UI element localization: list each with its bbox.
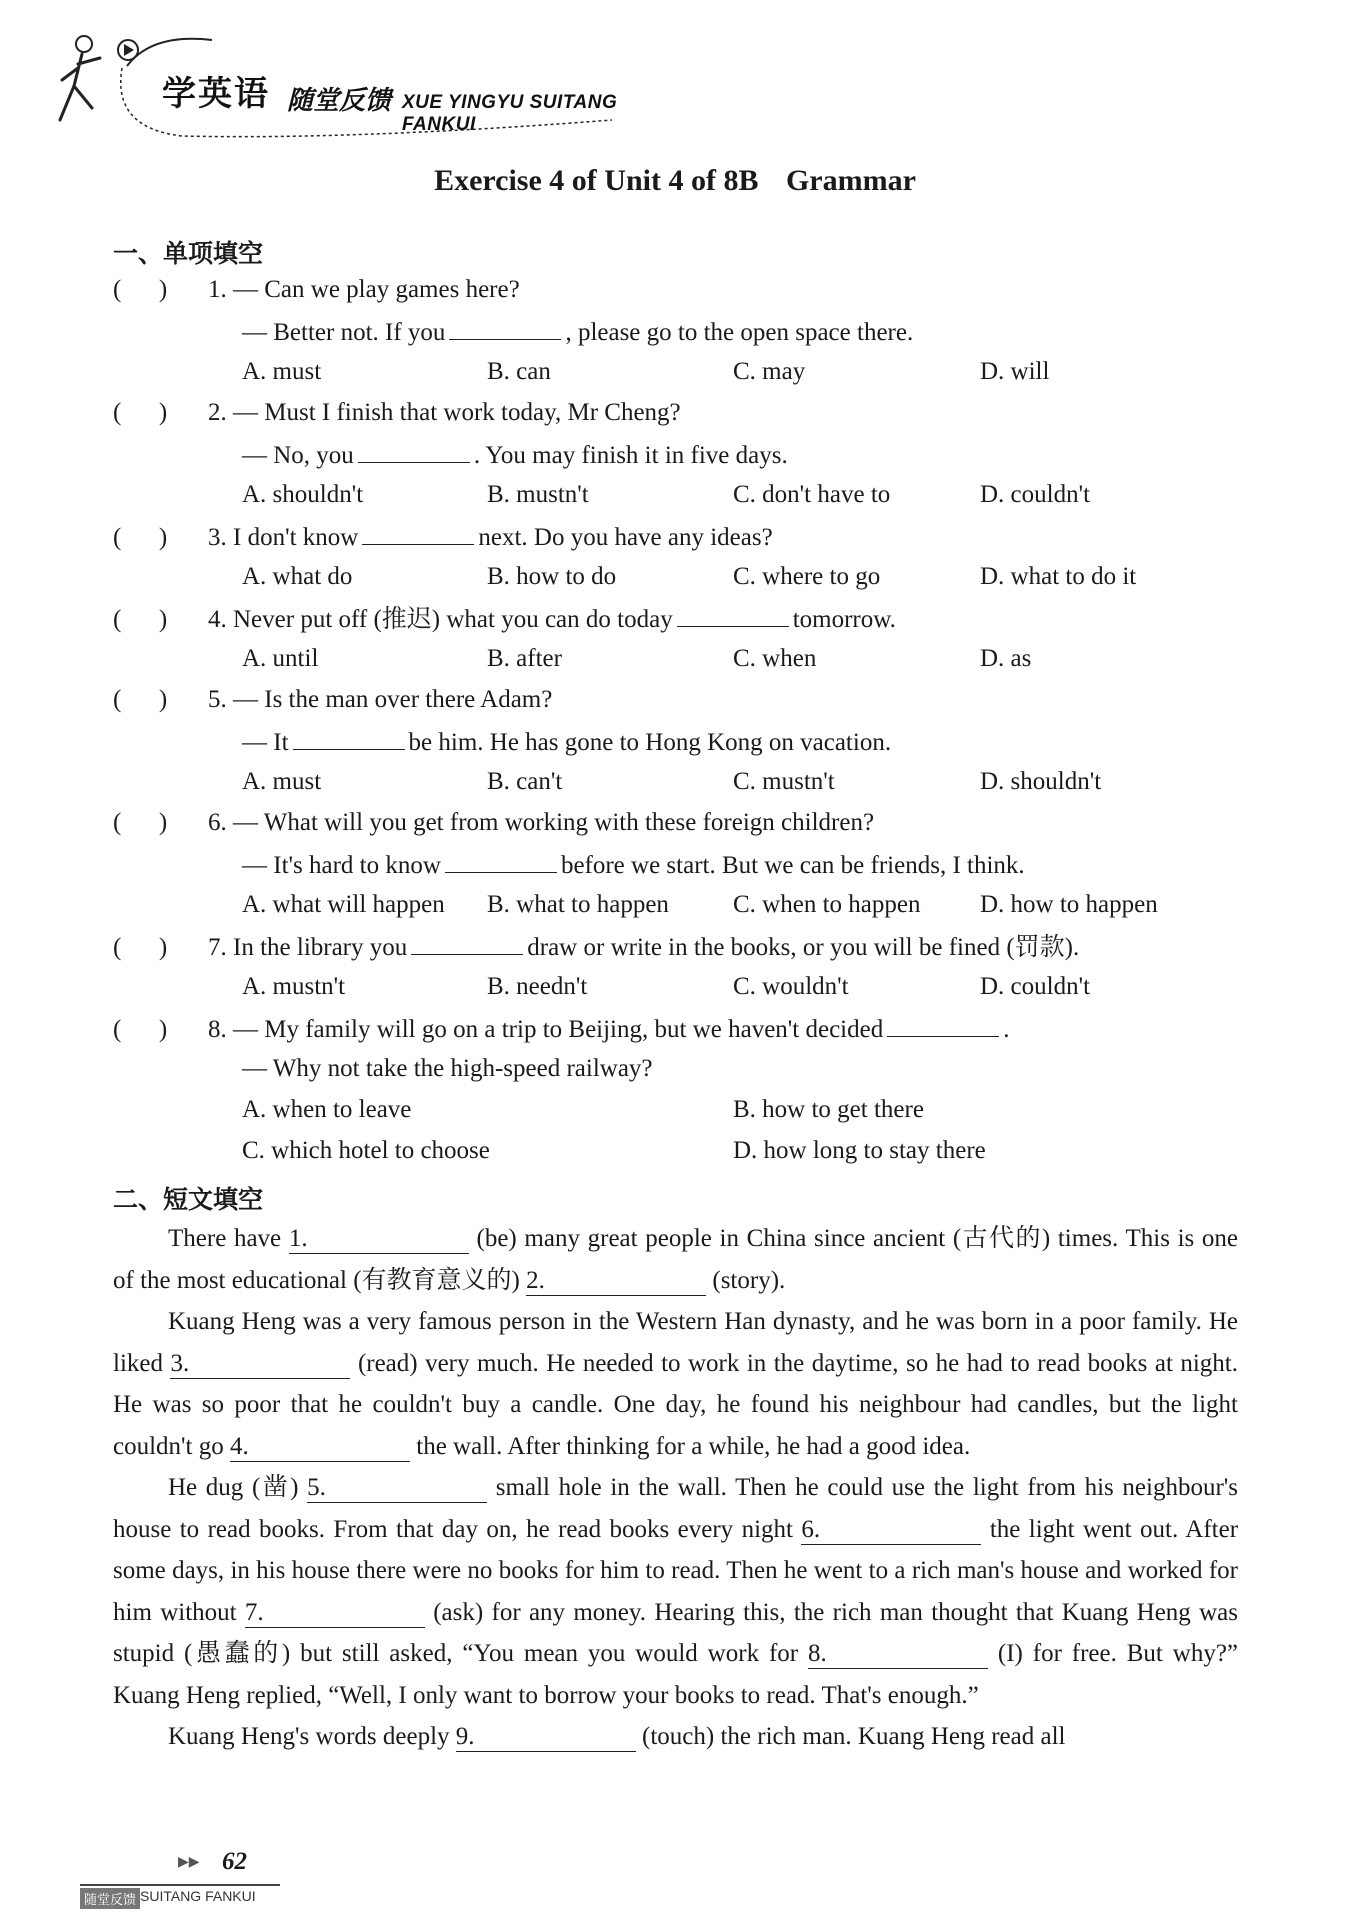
section2-heading: 二、短文填空 bbox=[113, 1185, 264, 1214]
q4-option-c: C. when bbox=[733, 645, 817, 672]
footer-brand-en: SUITANG FANKUI bbox=[140, 1888, 256, 1904]
q8-option-d: D. how long to stay there bbox=[733, 1137, 986, 1164]
blank bbox=[293, 725, 405, 750]
blank bbox=[362, 520, 474, 545]
q2-option-d: D. couldn't bbox=[980, 481, 1091, 508]
footer-brand-box: 随堂反馈 bbox=[80, 1888, 140, 1909]
question-5: ( ) 5. — Is the man over there Adam? bbox=[113, 684, 552, 716]
blank-1[interactable]: 1. bbox=[289, 1225, 469, 1254]
q1-option-d: D. will bbox=[980, 358, 1050, 385]
q2-option-c: C. don't have to bbox=[733, 481, 891, 508]
answer-paren[interactable]: ( ) bbox=[113, 399, 168, 426]
q2-option-a: A. shouldn't bbox=[242, 481, 364, 508]
question-7: ( ) 7. In the library you draw or write in the books, or you will be fined (罚款). bbox=[113, 930, 1079, 964]
header-brand-en: XUE YINGYU SUITANG FANKUI bbox=[402, 92, 618, 135]
question-8: ( ) 8. — My family will go on a trip to Beijing, but we haven't decided . bbox=[113, 1012, 1009, 1046]
question-8-line2: — Why not take the high-speed railway? bbox=[242, 1055, 653, 1082]
q8-option-a: A. when to leave bbox=[242, 1096, 412, 1123]
title-left: Exercise 4 of Unit 4 of 8B bbox=[434, 164, 759, 197]
blank-8[interactable]: 8. bbox=[808, 1640, 988, 1669]
answer-paren[interactable]: ( ) bbox=[113, 934, 168, 961]
question-6-line2: — It's hard to know before we start. But we can be friends, I think. bbox=[242, 848, 1025, 882]
blank bbox=[677, 602, 789, 627]
question-5-line2: — It be him. He has gone to Hong Kong on vacation. bbox=[242, 725, 891, 759]
blank bbox=[411, 930, 523, 955]
q3-option-a: A. what do bbox=[242, 563, 353, 590]
page-number: 62 bbox=[222, 1848, 247, 1875]
question-6: ( ) 6. — What will you get from working with these foreign children? bbox=[113, 807, 874, 839]
question-2-line2: — No, you . You may finish it in five days. bbox=[242, 438, 788, 472]
blank bbox=[449, 315, 561, 340]
question-4: ( ) 4. Never put off (推迟) what you can do today tomorrow. bbox=[113, 602, 896, 636]
header-brand-cn2: 随堂反馈 bbox=[287, 86, 392, 116]
paragraph-4: Kuang Heng's words deeply 9. (touch) the rich man. Kuang Heng read all bbox=[168, 1723, 1066, 1750]
q8-option-b: B. how to get there bbox=[733, 1096, 924, 1123]
page-footer bbox=[80, 1848, 340, 1908]
q5-option-c: C. mustn't bbox=[733, 768, 835, 795]
question-1-line2: — Better not. If you , please go to the open space there. bbox=[242, 315, 913, 349]
answer-paren[interactable]: ( ) bbox=[113, 276, 168, 303]
answer-paren[interactable]: ( ) bbox=[113, 524, 168, 551]
q1-option-c: C. may bbox=[733, 358, 806, 385]
blank-5[interactable]: 5. bbox=[307, 1474, 487, 1503]
header-brand-cn: 学英语 bbox=[162, 74, 270, 114]
answer-paren[interactable]: ( ) bbox=[113, 1016, 168, 1043]
page-header bbox=[52, 28, 672, 138]
q3-option-d: D. what to do it bbox=[980, 563, 1137, 590]
q6-option-c: C. when to happen bbox=[733, 891, 921, 918]
blank-2[interactable]: 2. bbox=[526, 1267, 706, 1296]
paragraph-2: Kuang Heng was a very famous person in the Western Han dynasty, and he was born in a poor family. He liked 3. (read) very much. He needed to work in the daytime, so he had to read books at night. He was so poor that he couldn't buy a candle. One day, he found his neighbour had candles, but the light couldn't go 4. the wall. After thinking for a while, he had a good idea. bbox=[113, 1308, 1239, 1460]
paragraph-3: He dug (凿) 5. small hole in the wall. Then he could use the light from his neighbour's house to read books. From that day on, he read books every night 6. the light went out. After some days, in his house there were no books for him to read. Then he went to a rich man's house and worked for him without 7. (ask) for any money. Hearing this, the rich man thought that Kuang Heng was stupid (愚蠢的) but still asked, “You mean you would work for 8. (I) for free. But why?” Kuang Heng replied, “Well, I only want to borrow your books to read. That's enough.” bbox=[113, 1474, 1239, 1709]
q5-option-a: A. must bbox=[242, 768, 322, 795]
q3-option-c: C. where to go bbox=[733, 563, 881, 590]
section1-heading: 一、单项填空 bbox=[113, 239, 264, 268]
q5-option-b: B. can't bbox=[487, 768, 563, 795]
passage bbox=[113, 1218, 1238, 1758]
question-2: ( ) 2. — Must I finish that work today, Mr Cheng? bbox=[113, 397, 681, 429]
q7-option-c: C. wouldn't bbox=[733, 973, 849, 1000]
q6-option-a: A. what will happen bbox=[242, 891, 445, 918]
q7-option-d: D. couldn't bbox=[980, 973, 1091, 1000]
answer-paren[interactable]: ( ) bbox=[113, 606, 168, 633]
page-title bbox=[0, 164, 1350, 198]
answer-paren[interactable]: ( ) bbox=[113, 809, 168, 836]
blank-6[interactable]: 6. bbox=[801, 1516, 981, 1545]
q3-option-b: B. how to do bbox=[487, 563, 617, 590]
q8-option-c: C. which hotel to choose bbox=[242, 1137, 490, 1164]
blank-3[interactable]: 3. bbox=[170, 1350, 350, 1379]
q1-option-a: A. must bbox=[242, 358, 322, 385]
q6-option-d: D. how to happen bbox=[980, 891, 1158, 918]
footer-divider bbox=[80, 1884, 280, 1886]
q6-option-b: B. what to happen bbox=[487, 891, 669, 918]
q4-option-b: B. after bbox=[487, 645, 562, 672]
blank bbox=[358, 438, 470, 463]
q4-option-d: D. as bbox=[980, 645, 1032, 672]
q5-option-d: D. shouldn't bbox=[980, 768, 1102, 795]
blank bbox=[445, 848, 557, 873]
q1-option-b: B. can bbox=[487, 358, 551, 385]
q7-option-b: B. needn't bbox=[487, 973, 588, 1000]
question-3: ( ) 3. I don't know next. Do you have any ideas? bbox=[113, 520, 773, 554]
blank bbox=[887, 1012, 999, 1037]
q2-option-b: B. mustn't bbox=[487, 481, 589, 508]
blank-7[interactable]: 7. bbox=[245, 1599, 425, 1628]
blank-4[interactable]: 4. bbox=[230, 1433, 410, 1462]
title-right: Grammar bbox=[785, 164, 916, 197]
q4-option-a: A. until bbox=[242, 645, 319, 672]
blank-9[interactable]: 9. bbox=[456, 1723, 636, 1752]
q7-option-a: A. mustn't bbox=[242, 973, 346, 1000]
question-1: ( ) 1. — Can we play games here? bbox=[113, 274, 520, 306]
answer-paren[interactable]: ( ) bbox=[113, 686, 168, 713]
paragraph-1: There have 1. (be) many great people in China since ancient (古代的) times. This is one of the most educational (有教育意义的) 2. (story). bbox=[113, 1225, 1239, 1294]
arrow-icon: ▶▶ bbox=[178, 1854, 200, 1870]
